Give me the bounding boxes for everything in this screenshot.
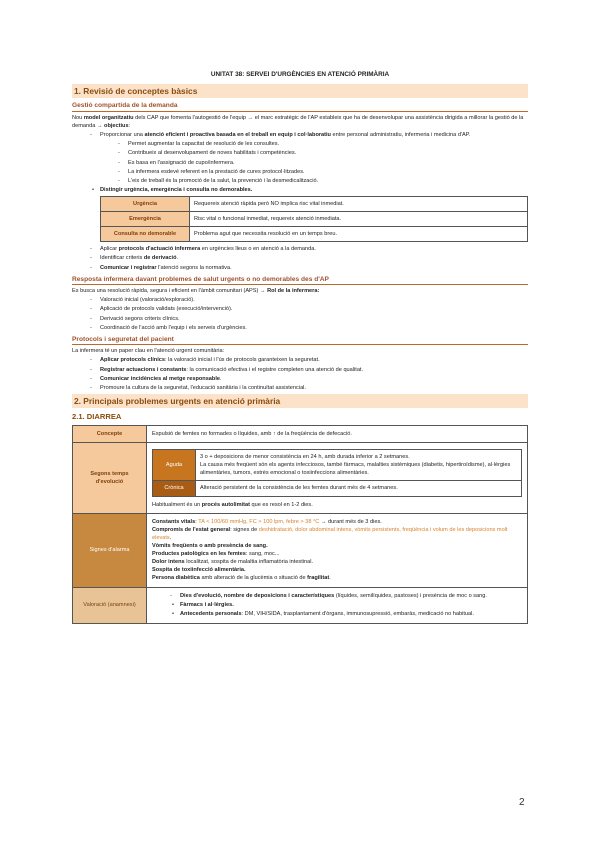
- table-key: Consulta no demorable: [101, 227, 190, 242]
- assessment-list-2: [152, 601, 522, 618]
- table-value: Alteració persistent de la consistència de les femtes durant més de 4 setmanes.: [196, 481, 522, 496]
- table-value: Requereix atenció ràpida però NO implica risc vital inmediat.: [190, 197, 528, 212]
- table-row: [153, 481, 522, 496]
- table-value: 3 o + deposicions de menor consistència en 24 h, amb durada inferior a 2 setmanes. La causa més freqüent són els agents infecciosos, també fàrmacs, malalties sistèmiques (diabetis, hipertiroïdisme), al·lèrgies alimentàries, tumors, estrès emocional o toxiinfeccions alimentàries.: [196, 450, 522, 481]
- list-item: - Aplicació de protocols validats (execució/intervenció).: [72, 305, 528, 313]
- table-key: Aguda: [153, 450, 196, 481]
- list-item: - Registrar actuacions i constants: la comunicació efectiva i el registre completen una atenció de qualitat.: [72, 366, 528, 374]
- table-row: [73, 426, 528, 443]
- list-item: - Contribueix al desenvolupament de noves habilitats i competències.: [72, 149, 528, 157]
- list-item: - Es basa en l'assignació de cupo/infermera.: [72, 159, 528, 167]
- list-item: • Antecedents personals: DM, VIH/SIDA, trasplantament d'òrgans, immunosupressió, embaràs, medicació no habitual.: [152, 610, 522, 618]
- list-item: - Dies d'evolució, nombre de deposicions i característiques (líquides, semilíquides, pastoses) i presència de moc o sang.: [152, 592, 522, 600]
- list-item: - L'eix de treball és la promoció de la salut, la prevenció i la desmedicalització.: [72, 177, 528, 185]
- evolution-subtable: [152, 449, 522, 496]
- table-row: [101, 227, 528, 242]
- list-item: - Coordinació de l'acció amb l'equip i els serveis d'urgències.: [72, 324, 528, 332]
- table-value: Problema agut que necessita resolució en un temps breu.: [190, 227, 528, 242]
- list-item: - Valoració inicial (valoració/exploració).: [72, 296, 528, 304]
- table-value: [147, 443, 528, 514]
- list-item: - Aplicar protocols clínics: la valoració inicial i l'ús de protocols garanteixen la seguretat.: [72, 356, 528, 364]
- list-item: - Derivació segons criteris clínics.: [72, 315, 528, 323]
- list-item: - Proporcionar una atenció eficient i proactiva basada en el treball en equip i col·laboratiu entre personal administratiu, infermeria i medicina d'AP.: [72, 131, 528, 139]
- list-item: • Distingir urgència, emergència i consulta no demorables.: [72, 186, 528, 194]
- objectives-list: [72, 131, 528, 139]
- section-2-heading: 2. Principals problemes urgents en atenció primària: [72, 394, 528, 408]
- section-1-heading: 1. Revisió de conceptes bàsics: [72, 84, 528, 98]
- table-row: [73, 513, 528, 587]
- list-item: - Identificar criteris de derivació.: [72, 254, 528, 262]
- safety-intro: La infermera té un paper clau en l'atenció urgent comunitària:: [72, 348, 225, 355]
- table-key: Emergència: [101, 212, 190, 227]
- actions-list: [72, 245, 528, 271]
- table-value: Risc vital o funcional inmediat, requereix atenció inmediata.: [190, 212, 528, 227]
- table-key: Segons temps d'evolució: [73, 443, 147, 514]
- table-value: Constants vitals: TA < 100/60 mmHg, FC > 100 lpm, febre > 38 °C → durant més de 3 dies. Compromís de l'estat general: signes de deshidratació, dolor abdominal intens, vòmits persistents, freqüència i volum de les deposicions molt elevats. Vòmits freqüents o amb presència de sang. Productes patològics en les femtes: sang, moc... Dolor intens localitzat, sospita de malaltia inflamatòria intestinal. Sospita de toxiinfecció alimentària. Persona diabètica amb alteració de la glucèmia o situació de fragilitat.: [147, 513, 528, 587]
- subsection-heading-response: Resposta infermera davant problemes de salut urgents o no demorables des d'AP: [72, 275, 528, 286]
- page: [72, 70, 528, 624]
- list-item: - La infermera esdevé referent en la prestació de cures protocol·litzades.: [72, 168, 528, 176]
- assessment-list: [152, 592, 522, 600]
- table-row: [73, 587, 528, 623]
- urgency-definitions-table: [100, 196, 528, 242]
- table-row: [153, 450, 522, 481]
- evolution-note: Habitualment és un procés autolimitat que es resol en 1-2 dies.: [152, 501, 313, 508]
- safety-list: [72, 356, 528, 391]
- nurse-role-list: [72, 296, 528, 331]
- subsection-heading-safety: Protocols i seguretat del pacient: [72, 335, 528, 346]
- list-item: - Comunicar i registrar l'atenció segons la normativa.: [72, 264, 528, 272]
- list-item: - Aplicar protocols d'actuació infermera en urgències lleus o en atenció a la demanda.: [72, 245, 528, 253]
- list-item: - Comunicar incidències al metge responsable.: [72, 375, 528, 383]
- diarrhea-table: [72, 425, 528, 624]
- table-key: Valoració (anamnesi): [73, 587, 147, 623]
- table-value: [147, 587, 528, 623]
- list-item: • Fàrmacs i al·lèrgies.: [152, 601, 522, 609]
- table-row: [101, 197, 528, 212]
- response-intro: Es busca una resolució ràpida, segura i eficient en l'àmbit comunitari (APS) → Rol de la infermera:: [72, 288, 320, 295]
- sub-objectives-list: [72, 140, 528, 185]
- page-number: 2: [519, 797, 525, 808]
- demand-intro: Nou model organitzatiu dels CAP que fomenta l'autogestió de l'equip → el marc estratègic de l'AP estableix que ha de desenvolupar una assistència dirigida a millorar la gestió de la demanda → objectius:: [72, 115, 524, 130]
- table-key: Crònica: [153, 481, 196, 496]
- table-key: Concepte: [73, 426, 147, 443]
- list-item: - Promoure la cultura de la seguretat, l'educació sanitària i la continuïtat assistencial.: [72, 384, 528, 392]
- document-title: UNITAT 38: SERVEI D'URGÈNCIES EN ATENCIÓ PRIMÀRIA: [210, 71, 390, 78]
- list-item: - Permet augmentar la capacitat de resolució de les consultes.: [72, 140, 528, 148]
- subsection-heading-demand: Gestió compartida de la demanda: [72, 101, 528, 112]
- distinguish-list: [72, 186, 528, 194]
- table-key: Urgència: [101, 197, 190, 212]
- diarrhea-heading: 2.1. DIARREA: [72, 412, 122, 422]
- table-value: Expulsió de femtes no formades o líquides, amb ↑ de la freqüència de defecació.: [147, 426, 528, 443]
- table-row: [73, 443, 528, 514]
- table-row: [101, 212, 528, 227]
- table-key: Signes d'alarma: [73, 513, 147, 587]
